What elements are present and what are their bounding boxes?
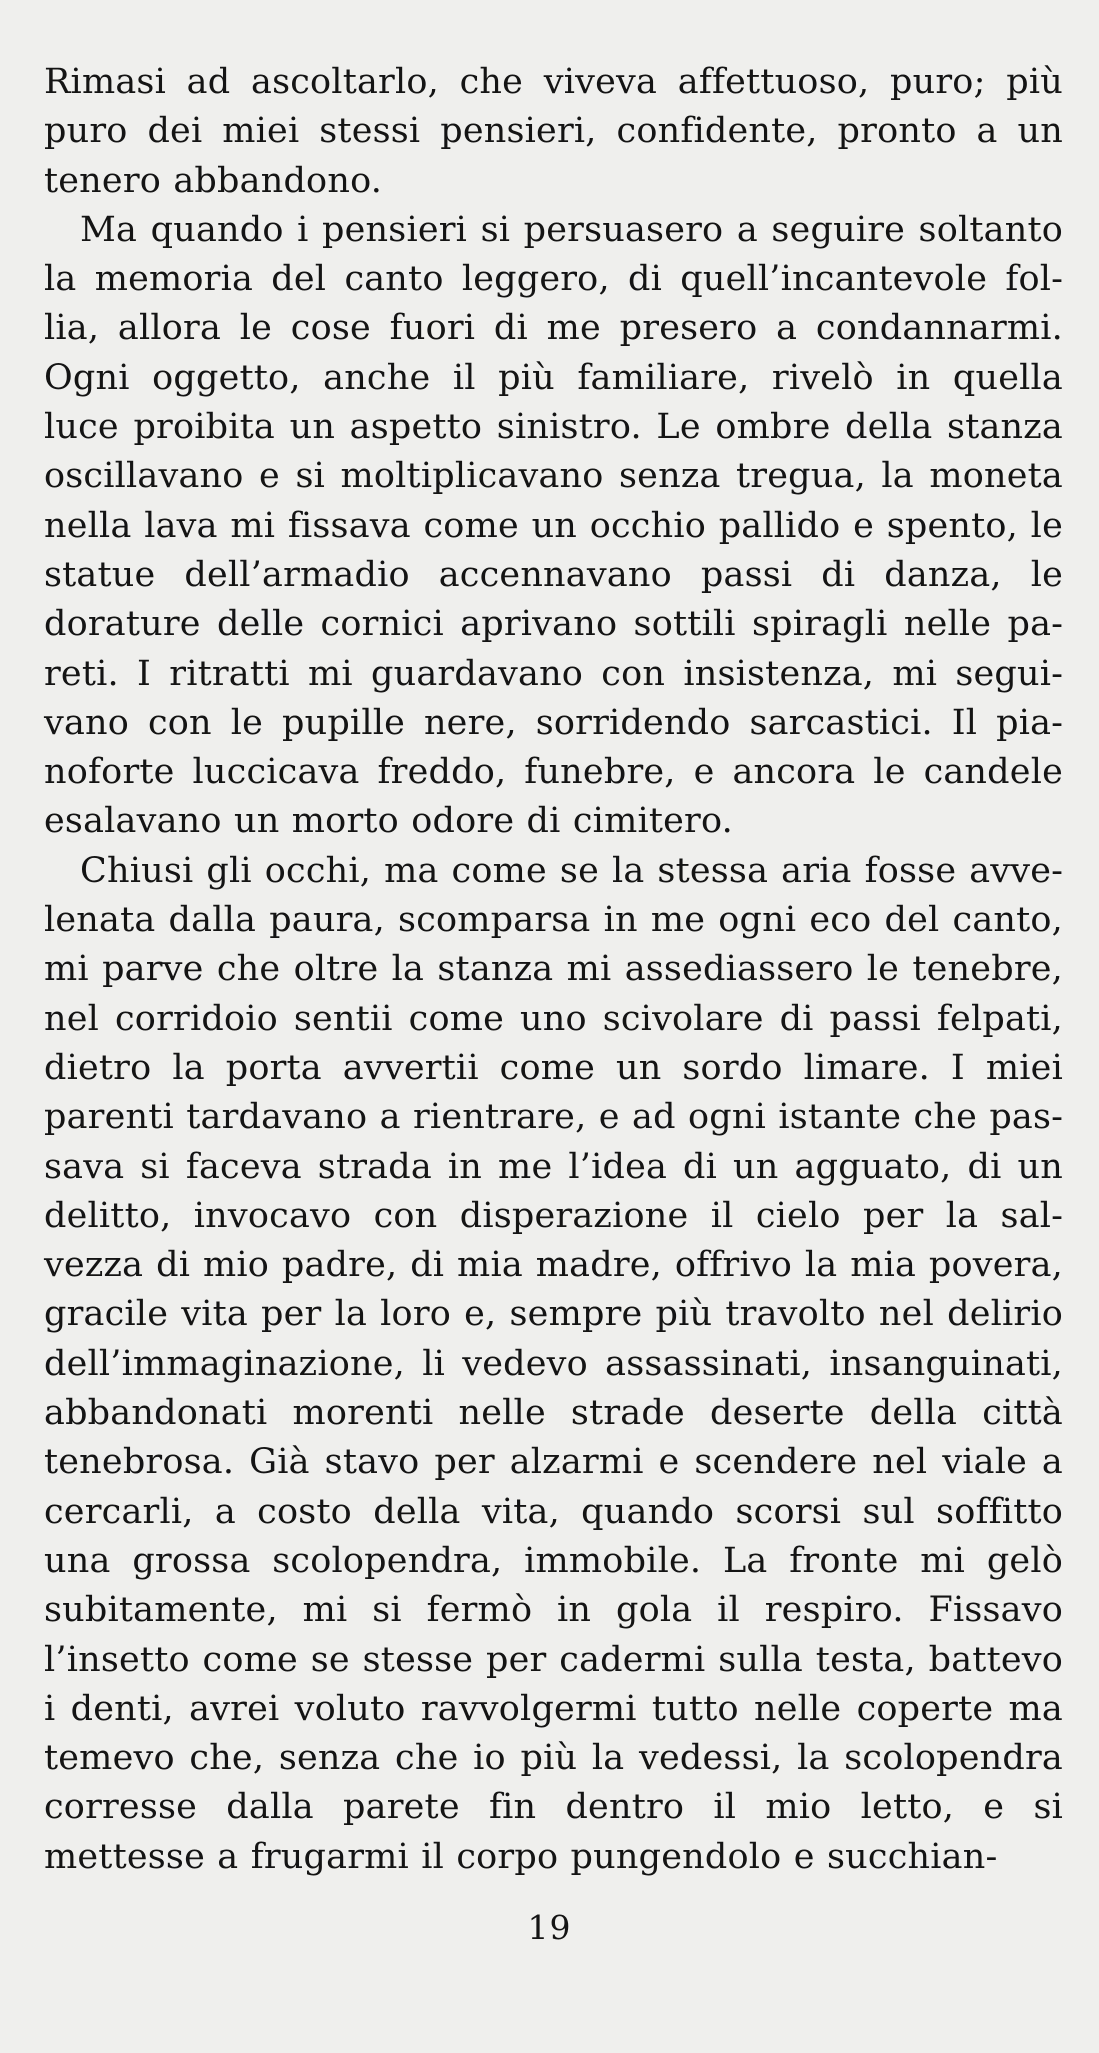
paragraph-2: Ma quando i pensieri si persuasero a seguire soltanto la memoria del canto leggero, di quell’incantevole follia, allora le cose fuori di me presero a condannarmi. Ogni oggetto, anche il più familiare, rivelò in quella luce proibita un aspetto sinistro. Le ombre della stanza oscillavano e si moltiplicavano senza tregua, la moneta nella lava mi fissava come un occhio pallido e spento, le statue dell’armadio accennavano passi di danza, le dorature delle cornici aprivano sottili spiragli nelle pareti. I ritratti mi guardavano con insistenza, mi seguivano con le pupille nere, sorridendo sarcastici. Il pianoforte luccicava freddo, funebre, e ancora le candele esalavano un morto odore di cimitero.: [44, 209, 1063, 842]
paragraph-3: Chiusi gli occhi, ma come se la stessa aria fosse avvelenata dalla paura, scomparsa in me ogni eco del canto, mi parve che oltre la stanza mi assediassero le tenebre, nel corridoio sentii come uno scivolare di passi felpati, dietro la porta avvertii come un sordo limare. I miei parenti tardavano a rientrare, e ad ogni istante che passava si faceva strada in me l’idea di un agguato, di un delitto, invocavo con disperazione il cielo per la salvezza di mio padre, di mia madre, offrivo la mia povera, gracile vita per la loro e, sempre più travolto nel delirio dell’immaginazione, li vedevo assassinati, insanguinati, abbandonati morenti nelle strade deserte della città tenebrosa. Già stavo per alzarmi e scendere nel viale a cercarli, a costo della vita, quando scorsi sul soffitto una grossa scolopendra, immobile. La fronte mi gelò subitamente, mi si fermò in gola il respiro. Fissavo l’insetto come se stesse per cadermi sulla testa, battevo i denti, avrei voluto ravvolgermi tutto nelle coperte ma temevo che, senza che io più la vedessi, la scolopendra corresse dalla parete fin dentro il mio letto, e si mettesse a frugarmi il corpo pungendolo e succhian-: [44, 850, 1063, 1877]
paragraph-1: Rimasi ad ascoltarlo, che viveva affettuoso, puro; più puro dei miei stessi pensieri, confidente, pronto a un tenero abbandono.: [44, 62, 1063, 201]
page-number: 19: [527, 1908, 572, 1947]
body-text: [44, 58, 1063, 1882]
